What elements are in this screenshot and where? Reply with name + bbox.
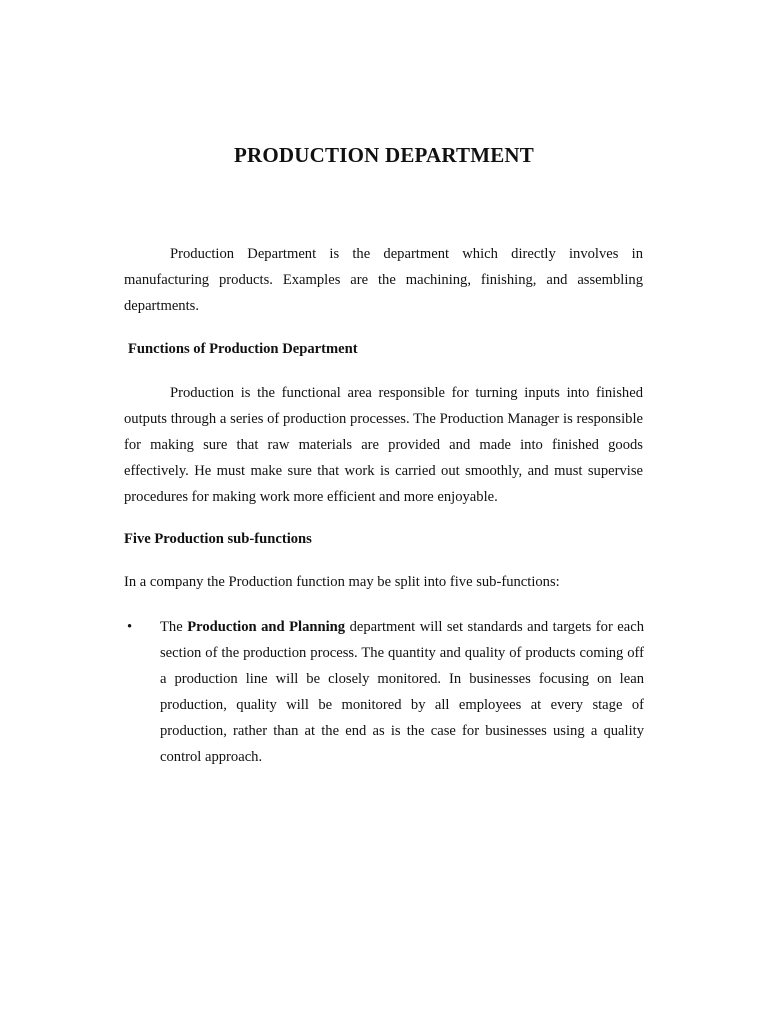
section-heading-sub-functions: Five Production sub-functions (124, 531, 312, 547)
bullet-text (160, 614, 644, 770)
functions-paragraph: Production is the functional area responsible for turning inputs into finished outputs through a series of production processes. The Production Manager is responsible for making sure that raw materials are provided and made into finished goods effectively. He must make sure that work is carried out smoothly, and must supervise procedures for making work more efficient and more enjoyable. (124, 385, 643, 505)
bullet-icon: • (127, 619, 133, 635)
bullet-prefix: The (160, 619, 183, 635)
intro-paragraph: Production Department is the department which directly involves in manufacturing products. Examples are the machining, finishing, and assembling departments. (124, 246, 643, 314)
sub-functions-lead: In a company the Production function may be split into five sub-functions: (124, 574, 560, 590)
section-heading-functions: Functions of Production Department (128, 341, 358, 357)
bullet-rest: department will set standards and targets for each section of the production process. The quantity and quality of products coming off a production line will be closely monitored. In businesses focusing on lean production, quality will be monitored by all employees at every stage of production, rather than at the end as is the case for businesses using a quality control approach. (160, 619, 645, 765)
bullet-bold-term: Production and Planning (187, 619, 346, 635)
page-title: PRODUCTION DEPARTMENT (234, 143, 534, 167)
